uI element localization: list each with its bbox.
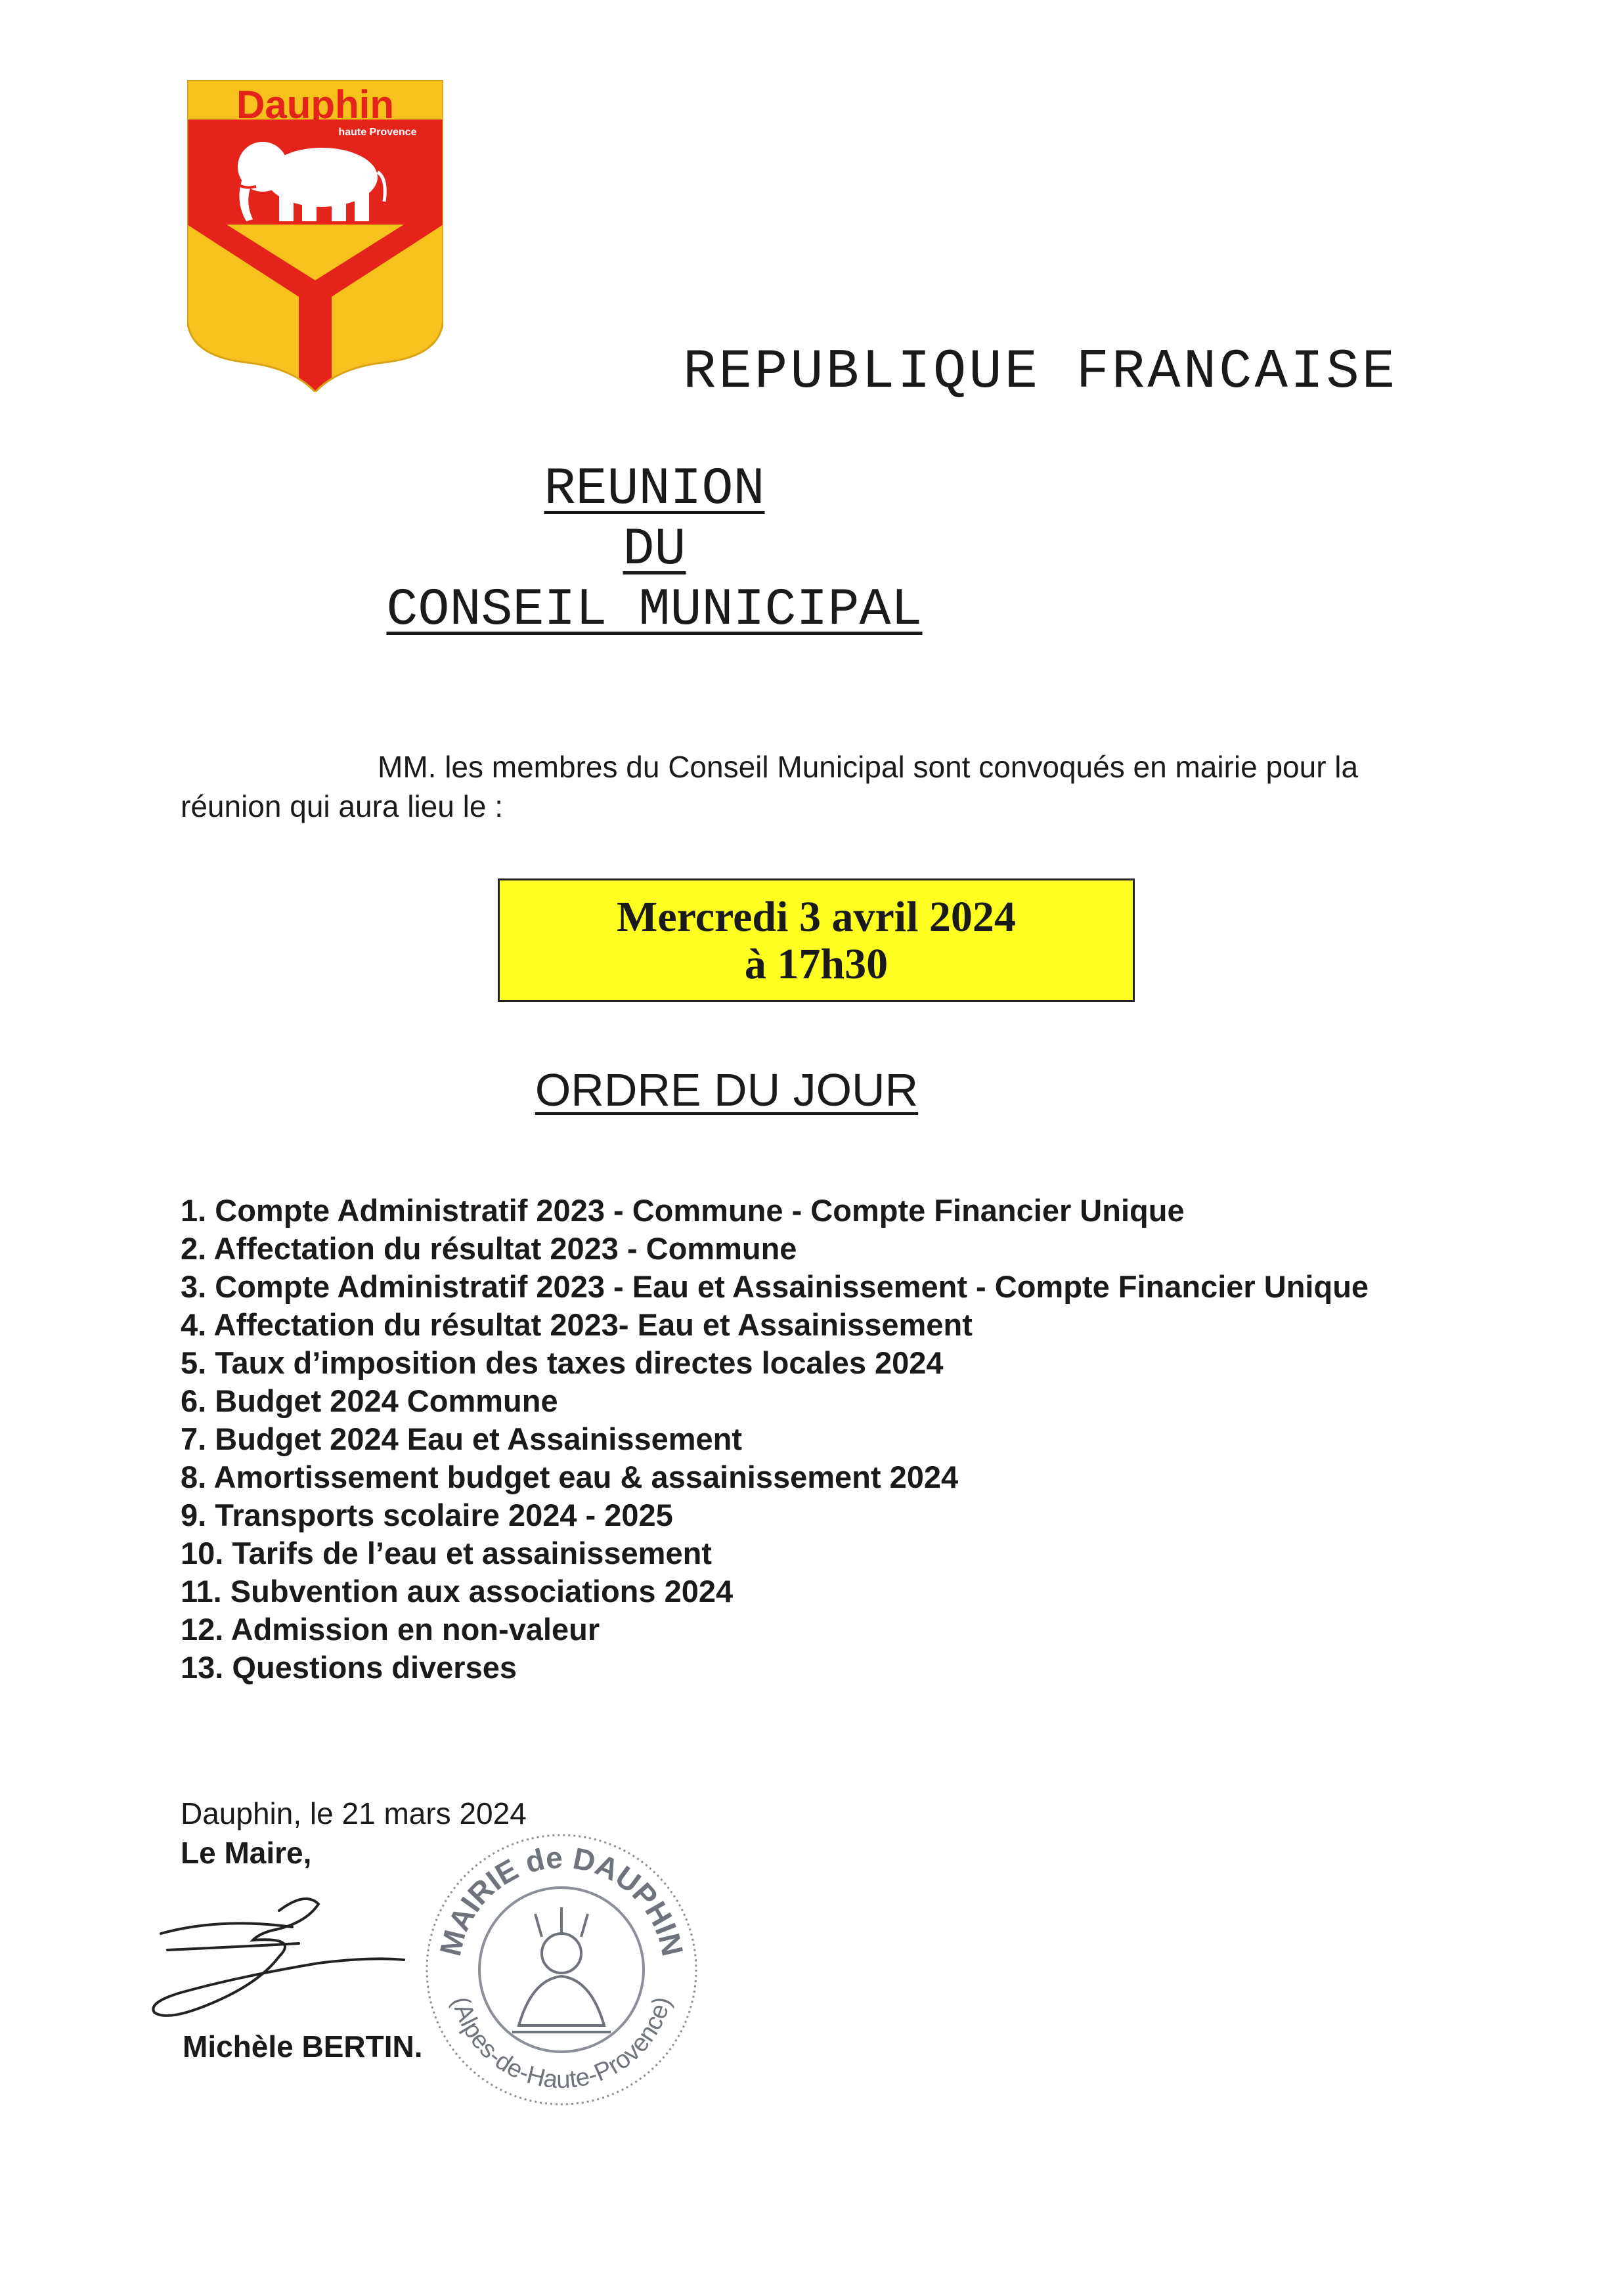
agenda-item: 11. Subvention aux associations 2024	[181, 1574, 734, 1609]
agenda-list	[181, 1192, 1395, 1687]
coat-town-name: Dauphin	[236, 83, 394, 127]
coat-subtitle: haute Provence	[338, 127, 417, 138]
meeting-date: Mercredi 3 avril 2024	[617, 893, 1016, 941]
agenda-item: 4. Affectation du résultat 2023- Eau et Assainissement	[181, 1307, 973, 1342]
agenda-item: 10. Tarifs de l’eau et assainissement	[181, 1536, 712, 1570]
stamp-top-text: MAIRIE de DAUPHIN	[433, 1840, 690, 1959]
meeting-title-line-2: DU	[623, 520, 686, 580]
meeting-time: à 17h30	[744, 940, 889, 988]
agenda-item: 9. Transports scolaire 2024 - 2025	[181, 1498, 673, 1532]
agenda-item: 13. Questions diverses	[181, 1650, 517, 1685]
agenda-item: 8. Amortissement budget eau & assainissement 2024	[181, 1460, 959, 1494]
official-stamp	[420, 1829, 703, 2111]
agenda-item: 6. Budget 2024 Commune	[181, 1383, 558, 1418]
stamp-bottom-text: (Alpes-de-Haute-Provence)	[446, 1994, 677, 2094]
coat-of-arms	[187, 80, 443, 392]
agenda-title: ORDRE DU JOUR	[535, 1064, 919, 1116]
republique-heading: REPUBLIQUE FRANCAISE	[683, 341, 1398, 404]
agenda-item: 2. Affectation du résultat 2023 - Commune	[181, 1231, 797, 1266]
marianne-icon	[512, 1907, 611, 2032]
agenda-item: 7. Budget 2024 Eau et Assainissement	[181, 1421, 743, 1456]
place-and-date: Dauphin, le 21 mars 2024	[181, 1796, 527, 1830]
meeting-title-line-1: REUNION	[544, 460, 765, 519]
agenda-item: 1. Compte Administratif 2023 - Commune - Compte Financier Unique	[181, 1193, 1185, 1228]
meeting-date-box	[498, 878, 1135, 1002]
intro-paragraph: MM. les membres du Conseil Municipal sont convoqués en mairie pour la réunion qui aura lieu le :	[181, 750, 1359, 823]
agenda-item: 3. Compte Administratif 2023 - Eau et Assainissement - Compte Financier Unique	[181, 1269, 1369, 1304]
agenda-item: 12. Admission en non-valeur	[181, 1612, 600, 1647]
mayor-title: Le Maire,	[181, 1836, 312, 1870]
agenda-item: 5. Taux d’imposition des taxes directes locales 2024	[181, 1345, 944, 1380]
mayor-name: Michèle BERTIN.	[183, 2029, 423, 2064]
signature-icon	[141, 1871, 424, 2042]
meeting-title-line-3: CONSEIL MUNICIPAL	[386, 580, 923, 640]
